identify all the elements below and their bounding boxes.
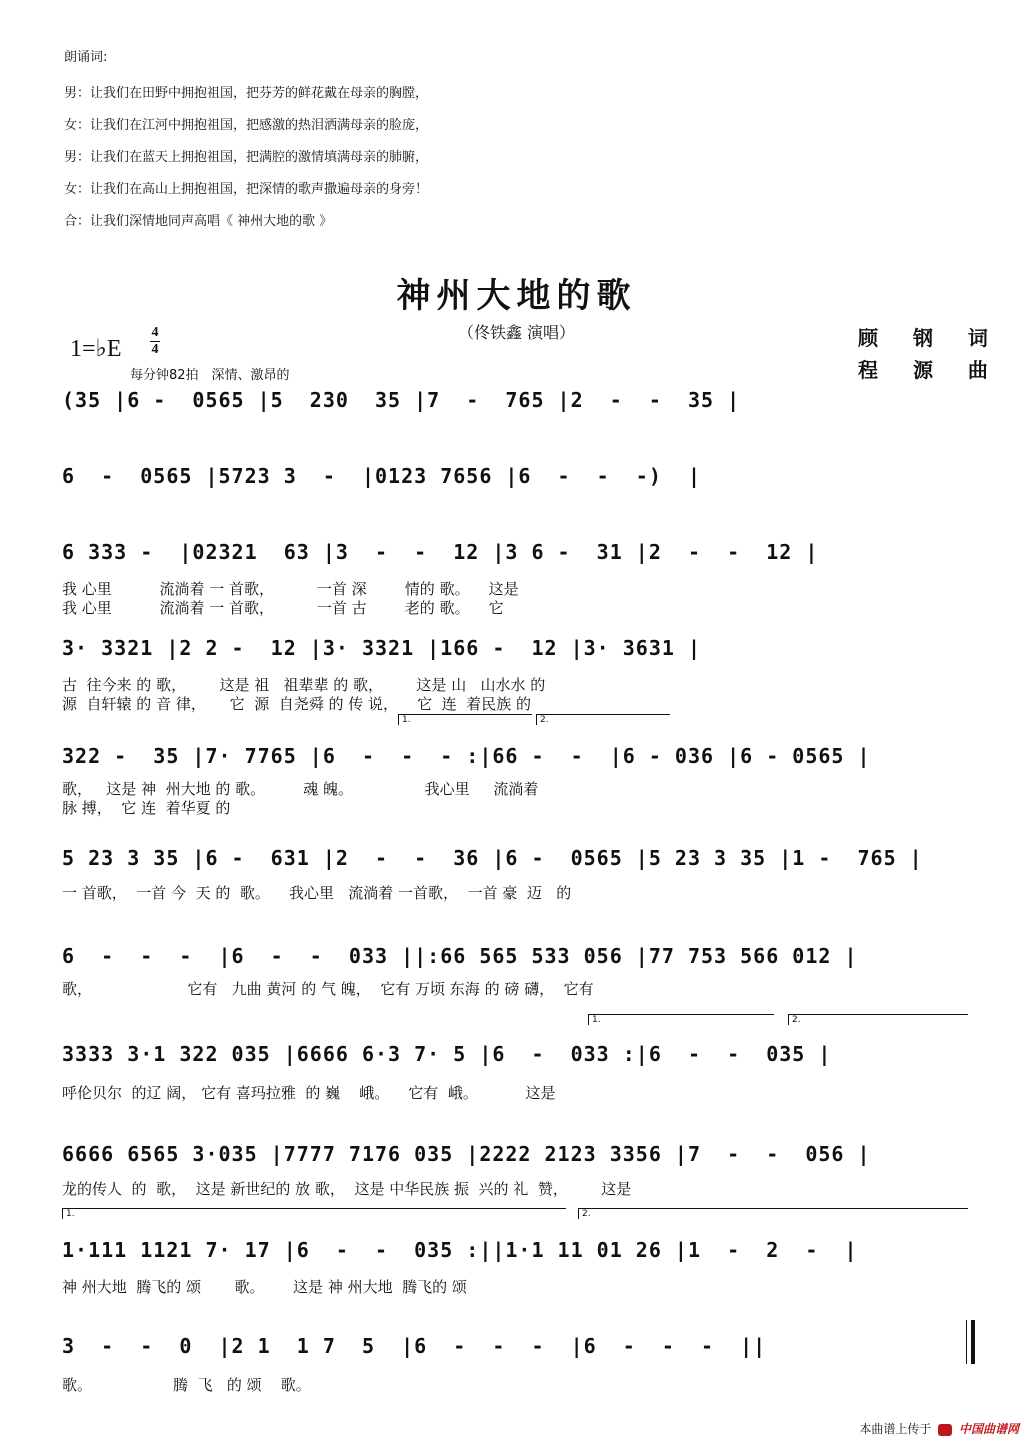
volta-1: 1.: [62, 1208, 566, 1219]
notation-line: 1·111 1121 7· 17 |6 - - 035 :||1·1 11 01 26 |1 - 2 - |: [62, 1238, 858, 1262]
recitation-heading: 朗诵词:: [64, 50, 108, 65]
upload-footer: [859, 1420, 1019, 1437]
site-brand: 中国曲谱网: [958, 1422, 1019, 1436]
lyric-line: 龙的传人 的 歌， 这是 新世纪的 放 歌， 这是 中华民族 振 兴的 礼 赞， 这是: [62, 1180, 632, 1198]
volta-1: 1.: [398, 714, 532, 725]
lyric-line: 源 自轩辕 的 音 律， 它 源 自尧舜 的 传 说， 它 连 着民族 的: [62, 695, 531, 713]
volta-2: 2.: [578, 1208, 968, 1219]
notation-line: 6 - 0565 |5723 3 - |0123 7656 |6 - - -) |: [62, 464, 702, 488]
lyric-line: 呼伦贝尔 的辽 阔， 它有 喜玛拉雅 的 巍 峨。 它有 峨。 这是: [62, 1084, 556, 1102]
lyric-line: 古 往今来 的 歌， 这是 祖 祖辈辈 的 歌， 这是 山 山水水 的: [62, 676, 546, 694]
tempo-marking: 每分钟82拍 深情、激昂的: [130, 368, 290, 383]
lyricist-credit: 顾 钢 词: [858, 326, 1002, 350]
lyric-line: 歌， 这是 神 州大地 的 歌。 魂 魄。 我心里 流淌着: [62, 780, 539, 798]
singer-credit: （佟铁鑫 演唱）: [457, 323, 576, 342]
recitation-line: 合：让我们深情地同声高唱《 神州大地的歌 》: [64, 214, 333, 229]
composer-credit: 程 源 曲: [858, 358, 1002, 382]
notation-line: 6 333 - |02321 63 |3 - - 12 |3 6 - 31 |2 - - 12 |: [62, 540, 819, 564]
notation-line: 5 23 3 35 |6 - 631 |2 - - 36 |6 - 0565 |5 23 3 35 |1 - 765 |: [62, 846, 923, 870]
footer-text: 本曲谱上传于: [859, 1422, 932, 1436]
lyric-line: 歌， 它有 九曲 黄河 的 气 魄， 它有 万顷 东海 的 磅 礴， 它有: [62, 980, 594, 998]
song-title: 神州大地的歌: [396, 276, 637, 316]
volta-1: 1.: [588, 1014, 774, 1025]
volta-2: 2.: [536, 714, 670, 725]
lyric-line: 脉 搏， 它 连 着华夏 的: [62, 799, 231, 817]
notation-line: 3 - - 0 |2 1 1 7 5 |6 - - - |6 - - - ||: [62, 1334, 767, 1358]
lyric-line: 我 心里 流淌着 一 首歌， 一首 古 老的 歌。 它: [62, 599, 504, 617]
recitation-line: 女：让我们在高山上拥抱祖国，把深情的歌声撒遍母亲的身旁！: [64, 182, 429, 197]
notation-line: 3· 3321 |2 2 - 12 |3· 3321 |166 - 12 |3· 3631 |: [62, 636, 702, 660]
lyric-line: 我 心里 流淌着 一 首歌， 一首 深 情的 歌。 这是: [62, 580, 519, 598]
volta-2: 2.: [788, 1014, 968, 1025]
recitation-line: 男：让我们在田野中拥抱祖国，把芬芳的鲜花戴在母亲的胸膛，: [64, 86, 429, 101]
lyric-line: 歌。 腾 飞 的 颂 歌。: [62, 1376, 311, 1394]
recitation-line: 男：让我们在蓝天上拥抱祖国，把满腔的激情填满母亲的肺腑，: [64, 150, 429, 165]
notation-line: 322 - 35 |7· 7765 |6 - - - :|66 - - |6 - 036 |6 - 0565 |: [62, 744, 871, 768]
notation-line: 6 - - - |6 - - 033 ||:66 565 533 056 |77 753 566 012 |: [62, 944, 858, 968]
site-logo-icon: [938, 1424, 952, 1436]
lyric-line: 一 首歌， 一首 今 天 的 歌。 我心里 流淌着 一首歌， 一首 豪 迈 的: [62, 884, 572, 902]
notation-line: 3333 3·1 322 035 |6666 6·3 7· 5 |6 - 033 :|6 - - 035 |: [62, 1042, 832, 1066]
time-signature-bottom: 4: [151, 342, 159, 357]
notation-line: 6666 6565 3·035 |7777 7176 035 |2222 2123 3356 |7 - - 056 |: [62, 1142, 871, 1166]
time-signature-top: 4: [151, 325, 159, 340]
lyric-line: 神 州大地 腾飞的 颂 歌。 这是 神 州大地 腾飞的 颂: [62, 1278, 467, 1296]
key-signature: 1=♭E: [70, 336, 122, 362]
final-barline: [966, 1320, 975, 1364]
recitation-line: 女：让我们在江河中拥抱祖国，把感激的热泪洒满母亲的脸庞，: [64, 118, 429, 133]
time-signature: [150, 326, 160, 357]
notation-line: (35 |6 - 0565 |5 230 35 |7 - 765 |2 - - 35 |: [62, 388, 741, 412]
